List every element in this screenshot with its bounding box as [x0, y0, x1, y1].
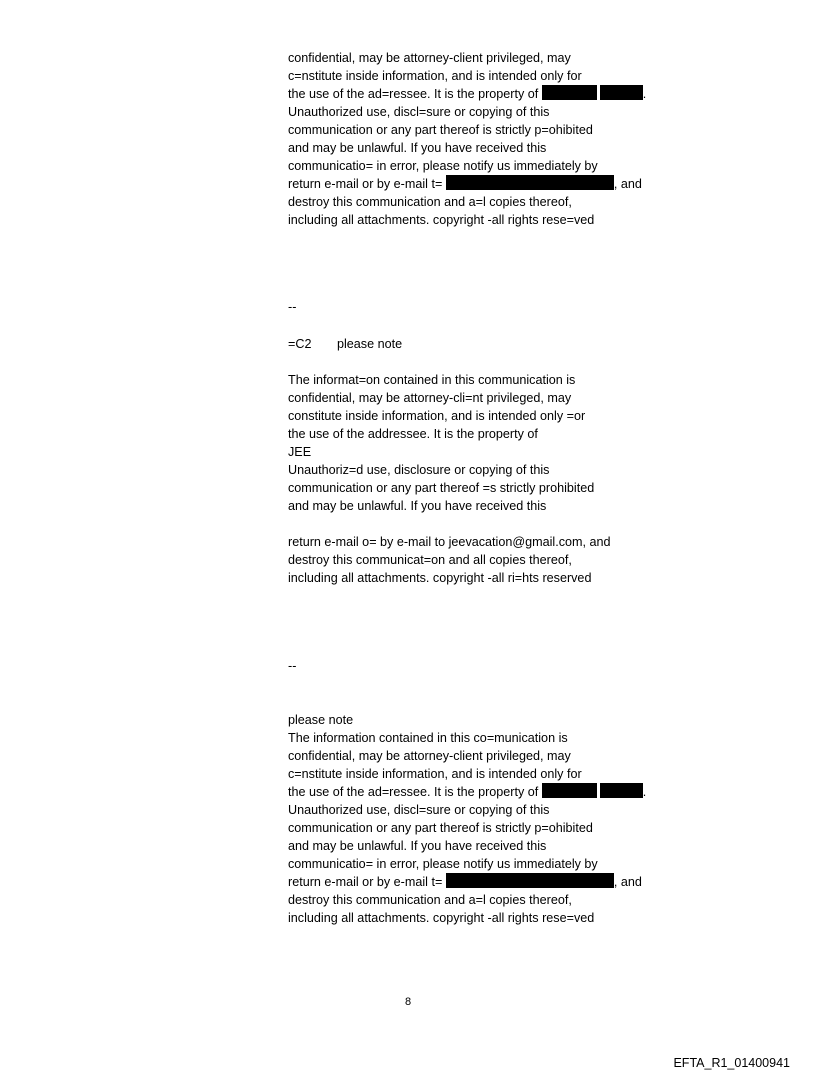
- redaction-box: [600, 783, 643, 798]
- text-line: constitute inside information, and is intended only =or: [288, 409, 586, 423]
- email-footer-block-3: [288, 711, 646, 927]
- text-line: including all attachments. copyright -all rights rese=ved: [288, 213, 595, 227]
- text-line: JEE: [288, 445, 312, 459]
- text-line: return e-mail or by e-mail t= , and: [288, 177, 642, 191]
- redaction-box: [542, 85, 597, 100]
- text-line: c=nstitute inside information, and is intended only for: [288, 69, 582, 83]
- text-line: communication or any part thereof is strictly p=ohibited: [288, 123, 593, 137]
- text-line: destroy this communication and a=l copies thereof,: [288, 893, 572, 907]
- text-line: Unauthoriz=d use, disclosure or copying of this: [288, 463, 550, 477]
- text-line: The informat=on contained in this communication is: [288, 373, 576, 387]
- email-footer-block-2: [288, 335, 611, 587]
- text-line: communicatio= in error, please notify us immediately by: [288, 857, 598, 871]
- text-line: confidential, may be attorney-client privileged, may: [288, 51, 571, 65]
- text-line: Unauthorized use, discl=sure or copying of this: [288, 105, 550, 119]
- document-id: EFTA_R1_01400941: [673, 1056, 790, 1070]
- text-line: confidential, may be attorney-client privileged, may: [288, 749, 571, 763]
- text-line: return e-mail or by e-mail t= , and: [288, 875, 642, 889]
- block-header: =C2 please note: [288, 337, 403, 351]
- text-line: Unauthorized use, discl=sure or copying of this: [288, 803, 550, 817]
- separator-1: --: [288, 300, 297, 314]
- text-line: confidential, may be attorney-cli=nt privileged, may: [288, 391, 572, 405]
- text-line: including all attachments. copyright -all rights rese=ved: [288, 911, 595, 925]
- text-line: including all attachments. copyright -all ri=hts reserved: [288, 571, 592, 585]
- block-header: please note: [288, 713, 354, 727]
- text-line: and may be unlawful. If you have received this: [288, 839, 547, 853]
- redaction-box: [446, 873, 614, 888]
- email-footer-block-1: [288, 49, 646, 229]
- text-line: communication or any part thereof is strictly p=ohibited: [288, 821, 593, 835]
- text-line: The information contained in this co=munication is: [288, 731, 568, 745]
- text-line: destroy this communication and a=l copies thereof,: [288, 195, 572, 209]
- text-line: communication or any part thereof =s strictly prohibited: [288, 481, 595, 495]
- text-line: return e-mail o= by e-mail to jeevacation@gmail.com, and: [288, 535, 611, 549]
- text-line: c=nstitute inside information, and is intended only for: [288, 767, 582, 781]
- text-line: and may be unlawful. If you have received this: [288, 141, 547, 155]
- text-line: the use of the addressee. It is the property of: [288, 427, 538, 441]
- redaction-box: [600, 85, 643, 100]
- redaction-box: [542, 783, 597, 798]
- text-line: the use of the ad=ressee. It is the property of .: [288, 87, 647, 101]
- text-line: and may be unlawful. If you have received this: [288, 499, 547, 513]
- page-number: 8: [404, 996, 412, 1008]
- text-line: the use of the ad=ressee. It is the property of .: [288, 785, 647, 799]
- text-line: destroy this communicat=on and all copies thereof,: [288, 553, 572, 567]
- text-line: communicatio= in error, please notify us immediately by: [288, 159, 598, 173]
- separator-2: --: [288, 659, 297, 673]
- redaction-box: [446, 175, 614, 190]
